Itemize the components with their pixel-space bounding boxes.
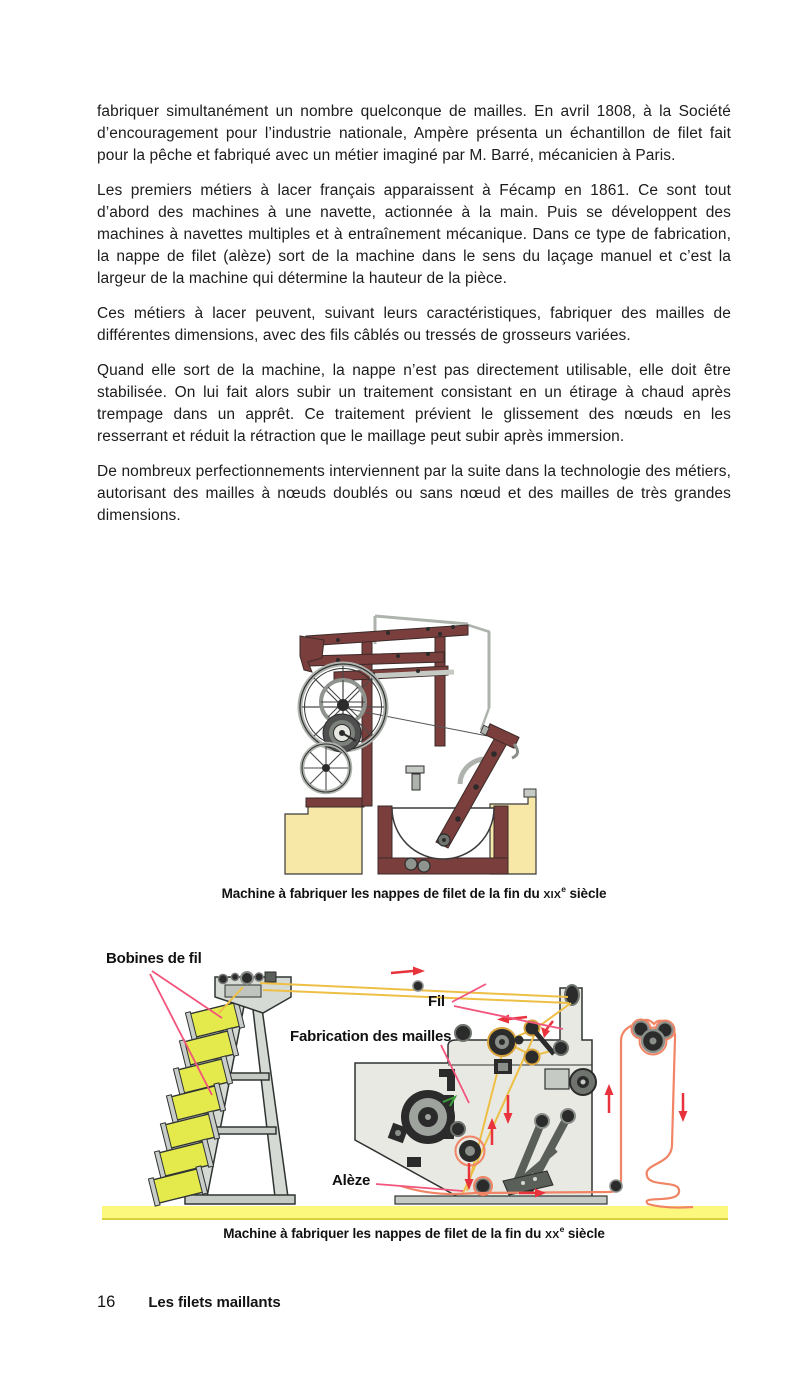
body-text bbox=[97, 101, 731, 540]
figure1-caption bbox=[97, 884, 731, 901]
caption2-exponent: e bbox=[559, 1224, 565, 1234]
caption2-century: XX bbox=[544, 1229, 560, 1241]
spoked-wheels bbox=[300, 664, 386, 792]
figure-20th-century-machine bbox=[95, 945, 735, 1223]
tub-pulley bbox=[418, 860, 430, 872]
paragraph-3: Ces métiers à lacer peuvent, suivant leurs caractéristiques, fabriquer des mailles de différentes dimensions, avec des fils câblés ou tressés de grosseurs variées. bbox=[97, 305, 731, 344]
machine-20th-illustration bbox=[95, 945, 735, 1223]
figure-19th-century-machine bbox=[278, 612, 568, 880]
label-bobines-de-fil: Bobines de fil bbox=[106, 950, 202, 967]
caption1-text: Machine à fabriquer les nappes de filet de la fin du bbox=[221, 886, 540, 901]
label-aleze: Alèze bbox=[332, 1172, 371, 1189]
figure2-caption bbox=[97, 1224, 731, 1241]
page-number: 16 bbox=[97, 1293, 116, 1311]
book-title: Les filets maillants bbox=[148, 1294, 281, 1311]
paragraph-2: Les premiers métiers à lacer français apparaissent à Fécamp en 1861. Ce sont tout d’abord des machines à une navette, actionnée à la main. Puis se développent des machines à navettes multiples et à entraînement mécanique. Dans ce type de fabrication, la nappe de filet (alèze) sort de la machine dans le sens du laçage manuel et c’est la largeur de la machine qui détermine la hauteur de la pièce. bbox=[97, 182, 731, 287]
caption1-suffix: siècle bbox=[569, 886, 607, 901]
thread-bobbins bbox=[148, 1000, 244, 1206]
paragraph-1: fabriquer simultanément un nombre quelconque de mailles. En avril 1808, à la Société d’encouragement pour l’industrie nationale, Ampère présenta un échantillon de filet fait pour la pêche et fabriqué avec un métier imaginé par M. Barré, mécanicien à Paris. bbox=[97, 103, 731, 164]
page-footer bbox=[97, 1293, 281, 1312]
machine-19th-illustration bbox=[278, 612, 568, 880]
label-fil: Fil bbox=[428, 993, 445, 1010]
caption1-century: XIX bbox=[543, 889, 562, 901]
thread-guide-roller bbox=[413, 981, 423, 991]
netting-machine-body bbox=[355, 985, 607, 1204]
caption2-text: Machine à fabriquer les nappes de filet de la fin du bbox=[223, 1226, 542, 1241]
ground-strip bbox=[102, 1206, 728, 1220]
machine-frame bbox=[300, 616, 498, 806]
caption2-suffix: siècle bbox=[567, 1226, 605, 1241]
label-fabrication-des-mailles: Fabrication des mailles bbox=[290, 1028, 452, 1045]
tub-pulley bbox=[405, 858, 417, 870]
caption1-exponent: e bbox=[561, 884, 566, 894]
paragraph-4: Quand elle sort de la machine, la nappe n’est pas directement utilisable, elle doit être stabilisée. On lui fait alors subir un traitement consistant en un étirage à chaud après trempage dans un apprêt. Ce traitement prévient le glissement des nœuds en les resserrant et réduit la rétraction que le maillage peut subir après immersion. bbox=[97, 362, 731, 445]
paragraph-5: De nombreux perfectionnements interviennent par la suite dans la technologie des métiers, autorisant des mailles à nœuds doublés ou sans nœud et des mailles de très grandes dimensions. bbox=[97, 463, 731, 524]
